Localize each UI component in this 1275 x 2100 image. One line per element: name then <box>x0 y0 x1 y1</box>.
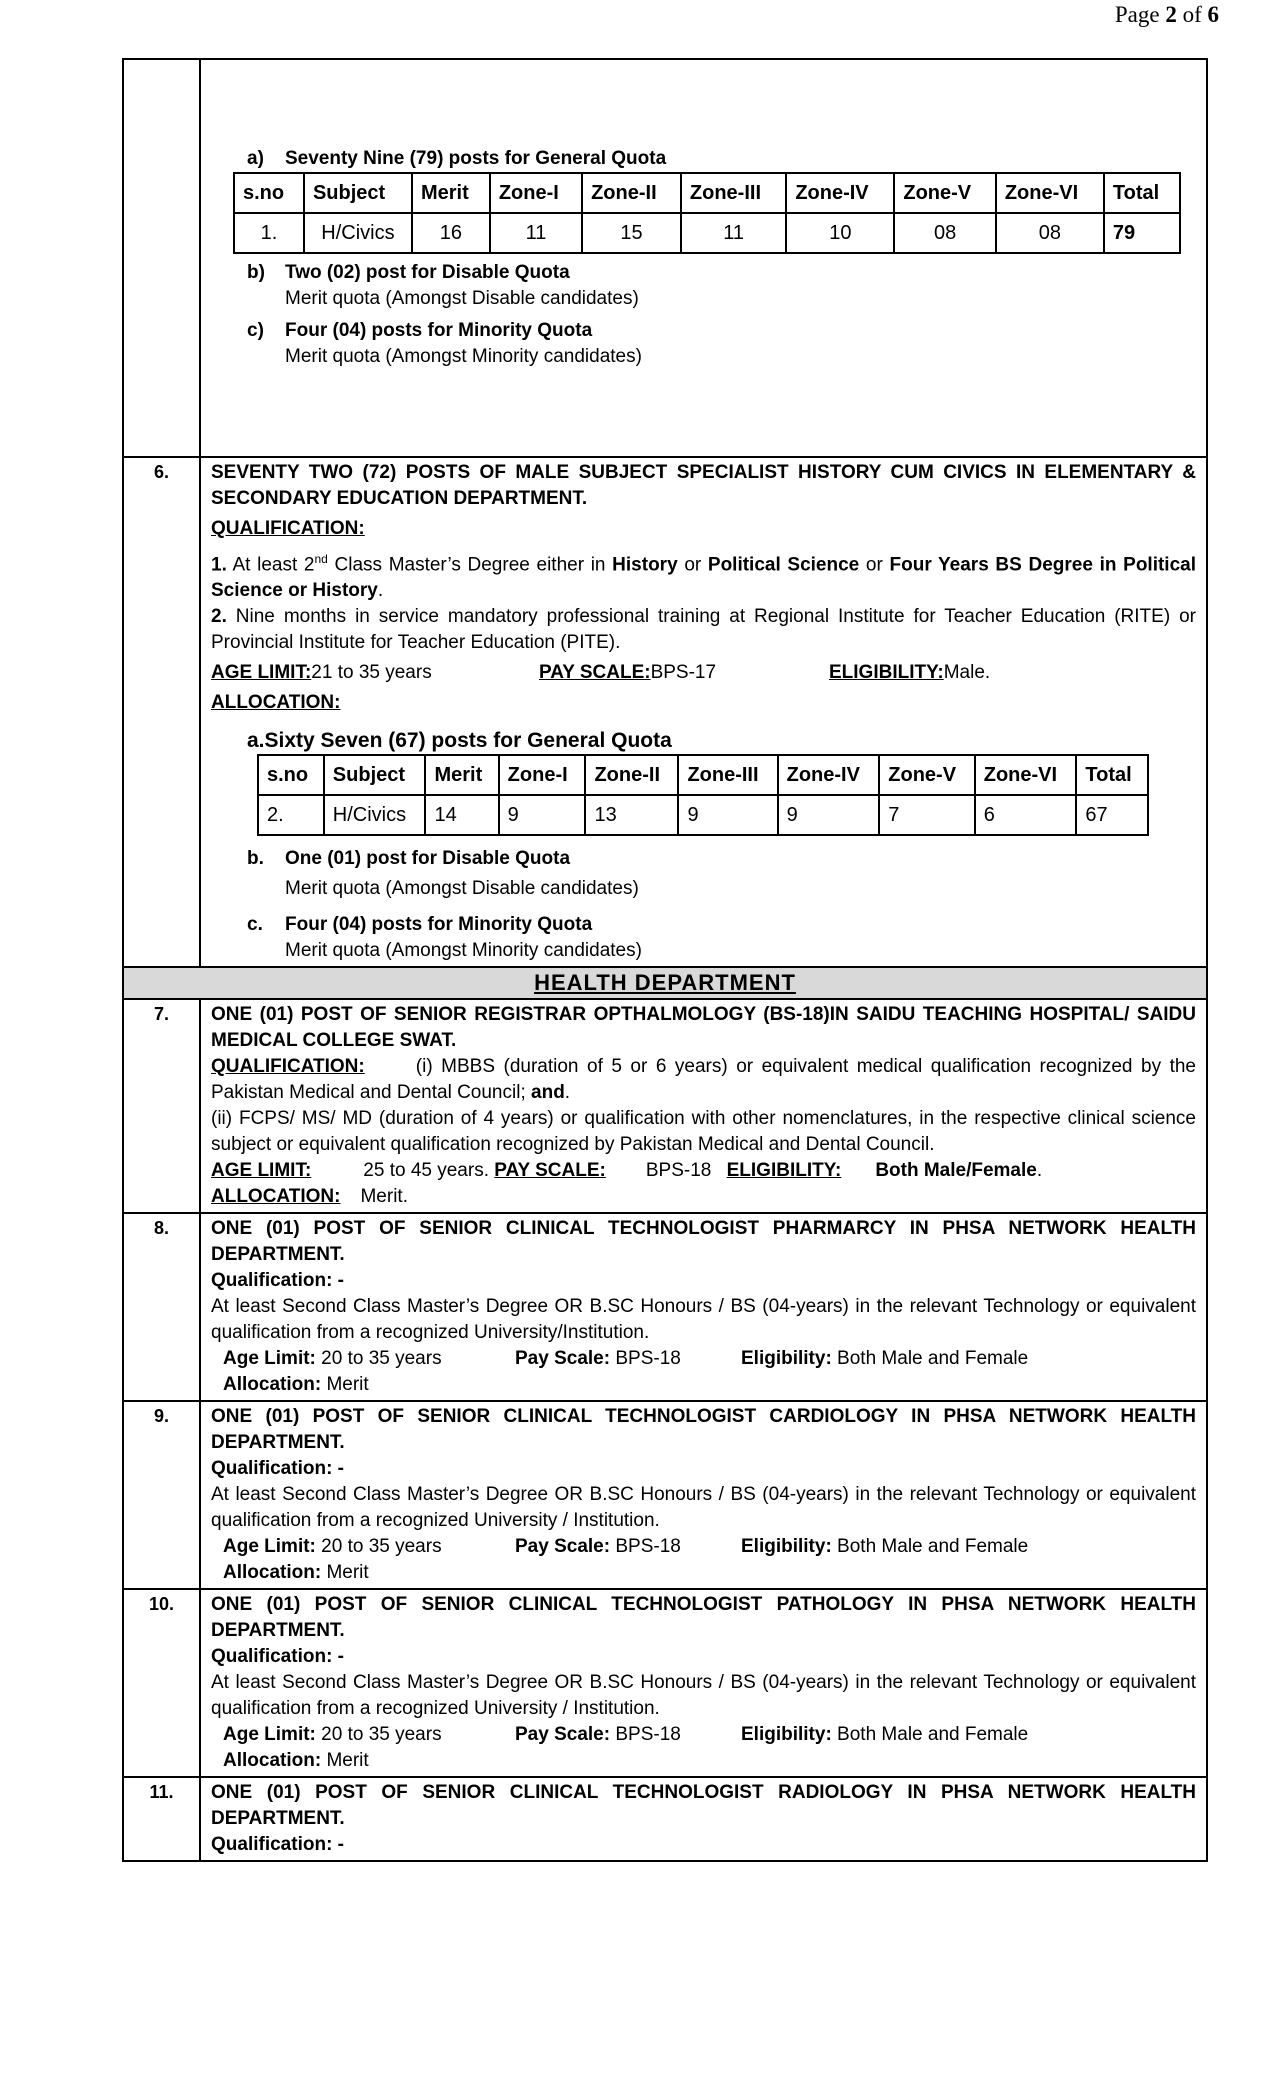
column-header: Zone-II <box>585 755 678 795</box>
serial-number: 9. <box>123 1401 200 1589</box>
qualification-2: 2. Nine months in service mandatory professional training at Regional Institute for Teacher Education (RITE) or Provincial Institute for Teacher Education (PITE). <box>211 606 1196 654</box>
table-cell: H/Civics <box>304 213 412 253</box>
terms-line: Age Limit: 20 to 35 years Pay Scale: BPS-18 Eligibility: Both Male and Female <box>223 1348 1029 1370</box>
terms-line: AGE LIMIT: 25 to 45 years. PAY SCALE: BPS-18 ELIGIBILITY: Both Male/Female. <box>211 1160 1043 1182</box>
table-row <box>123 457 1207 967</box>
serial-number: 11. <box>123 1777 200 1861</box>
table-cell: 08 <box>996 213 1104 253</box>
table-cell: 9 <box>778 795 880 835</box>
zone-data-row <box>258 795 1148 835</box>
zone-table-1 <box>233 172 1181 254</box>
post-title: ONE (01) POST OF SENIOR CLINICAL TECHNOLOGIST CARDIOLOGY IN PHSA NETWORK HEALTH DEPARTMENT. <box>211 1406 1196 1454</box>
advertisement-table <box>122 58 1208 1862</box>
table-cell: 6 <box>975 795 1077 835</box>
table-cell: 10 <box>786 213 894 253</box>
terms-line: Age Limit: 20 to 35 years Pay Scale: BPS-18 Eligibility: Both Male and Female <box>223 1724 1029 1746</box>
allocation-line: Allocation: Merit <box>223 1374 369 1396</box>
page-number: Page 2 of 6 <box>1114 2 1219 27</box>
column-header: Merit <box>425 755 498 795</box>
post-title: SEVENTY TWO (72) POSTS OF MALE SUBJECT SPECIALIST HISTORY CUM CIVICS IN ELEMENTARY & SECONDARY EDUCATION DEPARTMENT. <box>211 462 1196 509</box>
post-details: SEVENTY TWO (72) POSTS OF MALE SUBJECT SPECIALIST HISTORY CUM CIVICS IN ELEMENTARY & SECONDARY EDUCATION DEPARTMENT. QUALIFICATION: 1. At least 2nd Class Master’s Degree either in History or Political Science or Four Years BS Degree in Political Science or History. 2. Nine months in service mandatory professional training at Regional Institute for Teacher Education (RITE) or Provincial Institute for Teacher Education (PITE). AGE LIMIT:21 to 35 years PAY SCALE:BPS-17 ELIGIBILITY:Male. ALLOCATION: a.Sixty Seven (67) posts for General Quota s.no Subject Merit Zone-I Zone-II Zone-III Zone-IV Zone-V Zone-VI Total 2. H/Civics 14 9 13 9 9 7 6 67 b. One (01) post for Disable Quota Merit quota (Amongst Disable candidates) c. Four (04) posts for Minority Quota Merit quota (Amongst Minority candidates) <box>200 457 1207 967</box>
post-title: ONE (01) POST OF SENIOR CLINICAL TECHNOLOGIST PHARMARCY IN PHSA NETWORK HEALTH DEPARTMENT. <box>211 1218 1196 1266</box>
zone-table-2 <box>257 754 1149 836</box>
minority-quota-heading: Four (04) posts for Minority Quota <box>285 914 593 936</box>
table-cell: 7 <box>879 795 974 835</box>
allocation-line: Allocation: Merit <box>223 1750 369 1772</box>
item-label: a) <box>247 148 264 169</box>
table-row <box>123 1777 1207 1861</box>
post-title: ONE (01) POST OF SENIOR CLINICAL TECHNOLOGIST PATHOLOGY IN PHSA NETWORK HEALTH DEPARTMENT. <box>211 1594 1196 1642</box>
column-header: Merit <box>412 173 490 213</box>
terms-line: Age Limit: 20 to 35 years Pay Scale: BPS-18 Eligibility: Both Male and Female <box>223 1536 1029 1558</box>
post-title: ONE (01) POST OF SENIOR REGISTRAR OPTHALMOLOGY (BS-18)IN SAIDU TEACHING HOSPITAL/ SAIDU MEDICAL COLLEGE SWAT. <box>211 1004 1196 1052</box>
column-header: Zone-III <box>678 755 777 795</box>
table-row <box>123 59 1207 457</box>
table-row <box>123 999 1207 1213</box>
column-header: Zone-VI <box>975 755 1077 795</box>
qualification-text: At least Second Class Master’s Degree OR B.SC Honours / BS (04-years) in the relevant Technology or equivalent qualification from a recognized University / Institution. <box>211 1484 1196 1532</box>
serial-number: 6. <box>123 457 200 967</box>
column-header: Zone-V <box>894 173 995 213</box>
post-title: ONE (01) POST OF SENIOR CLINICAL TECHNOLOGIST RADIOLOGY IN PHSA NETWORK HEALTH DEPARTMENT. <box>211 1782 1196 1830</box>
item-label: c) <box>247 320 264 341</box>
post-details <box>200 1213 1207 1401</box>
qualification-label: Qualification: - <box>211 1834 344 1856</box>
serial-number: 10. <box>123 1589 200 1777</box>
allocation-line: Allocation: Merit <box>223 1562 369 1584</box>
column-header: Total <box>1076 755 1148 795</box>
qualification-1: QUALIFICATION: (i) MBBS (duration of 5 or 6 years) or equivalent medical qualification recognized by the Pakistan Medical and Dental Council; and. <box>211 1056 1202 1104</box>
table-cell: 15 <box>582 213 681 253</box>
minority-quota-heading: Four (04) posts for Minority Quota <box>285 320 593 341</box>
table-cell: 08 <box>894 213 995 253</box>
table-cell: H/Civics <box>324 795 426 835</box>
post-details <box>200 1589 1207 1777</box>
table-cell: 11 <box>490 213 582 253</box>
column-header: Zone-IV <box>778 755 880 795</box>
department-heading: HEALTH DEPARTMENT <box>123 967 1207 999</box>
table-cell: 13 <box>585 795 678 835</box>
general-quota-heading: Seventy Nine (79) posts for General Quota <box>285 148 667 169</box>
item-label: b) <box>247 262 265 283</box>
qualification-text: At least Second Class Master’s Degree OR B.SC Honours / BS (04-years) in the relevant Technology or equivalent qualification from a recognized University / Institution. <box>211 1672 1196 1720</box>
table-cell: 79 <box>1104 213 1180 253</box>
table-cell: 1. <box>234 213 304 253</box>
table-cell: 11 <box>681 213 786 253</box>
terms-line: AGE LIMIT:21 to 35 years PAY SCALE:BPS-17 ELIGIBILITY:Male. <box>211 662 991 684</box>
qualification-text: At least Second Class Master’s Degree OR B.SC Honours / BS (04-years) in the relevant Technology or equivalent qualification from a recognized University/Institution. <box>211 1296 1196 1344</box>
table-cell: 9 <box>678 795 777 835</box>
column-header: Zone-I <box>490 173 582 213</box>
column-header: Total <box>1104 173 1180 213</box>
column-header: Zone-IV <box>786 173 894 213</box>
qualification-label: QUALIFICATION: <box>211 518 365 539</box>
qualification-label: Qualification: - <box>211 1270 344 1292</box>
table-cell: 14 <box>425 795 498 835</box>
serial-number: 7. <box>123 999 200 1213</box>
column-header: Zone-V <box>879 755 974 795</box>
table-cell: 2. <box>258 795 324 835</box>
table-cell: 16 <box>412 213 490 253</box>
qualification-1: 1. At least 2nd Class Master’s Degree either in History or Political Science or Four Years BS Degree in Political Science or History. <box>211 552 1197 602</box>
table-row <box>123 1213 1207 1401</box>
column-header: s.no <box>258 755 324 795</box>
disable-quota-heading: Two (02) post for Disable Quota <box>285 262 570 283</box>
serial-number: 8. <box>123 1213 200 1401</box>
table-cell: 9 <box>499 795 586 835</box>
qualification-2: (ii) FCPS/ MS/ MD (duration of 4 years) or qualification with other nomenclatures, in the respective clinical science subject or equivalent qualification recognized by Pakistan Medical and Dental Council. <box>211 1108 1196 1156</box>
column-header: Subject <box>324 755 426 795</box>
table-cell: 67 <box>1076 795 1148 835</box>
zone-header-row <box>258 755 1148 795</box>
department-heading-row <box>123 967 1207 999</box>
table-row <box>123 1401 1207 1589</box>
post-details <box>200 1401 1207 1589</box>
table-row <box>123 1589 1207 1777</box>
disable-quota-heading: One (01) post for Disable Quota <box>285 848 571 870</box>
column-header: s.no <box>234 173 304 213</box>
minority-quota-note: Merit quota (Amongst Minority candidates) <box>285 940 642 962</box>
continuation-cell <box>200 59 1207 457</box>
zone-header-row <box>234 173 1180 213</box>
column-header: Subject <box>304 173 412 213</box>
qualification-label: Qualification: - <box>211 1646 344 1668</box>
column-header: Zone-II <box>582 173 681 213</box>
post-details <box>200 999 1207 1213</box>
minority-quota-note: Merit quota (Amongst Minority candidates) <box>285 346 642 367</box>
disable-quota-note: Merit quota (Amongst Disable candidates) <box>285 878 639 900</box>
zone-data-row <box>234 213 1180 253</box>
column-header: Zone-I <box>499 755 586 795</box>
column-header: Zone-VI <box>996 173 1104 213</box>
disable-quota-note: Merit quota (Amongst Disable candidates) <box>285 288 639 309</box>
allocation-line: ALLOCATION: Merit. <box>211 1186 408 1208</box>
post-details <box>200 1777 1207 1861</box>
qualification-label: Qualification: - <box>211 1458 344 1480</box>
general-quota-heading: a.Sixty Seven (67) posts for General Quota <box>247 729 672 753</box>
allocation-label: ALLOCATION: <box>211 692 341 714</box>
column-header: Zone-III <box>681 173 786 213</box>
